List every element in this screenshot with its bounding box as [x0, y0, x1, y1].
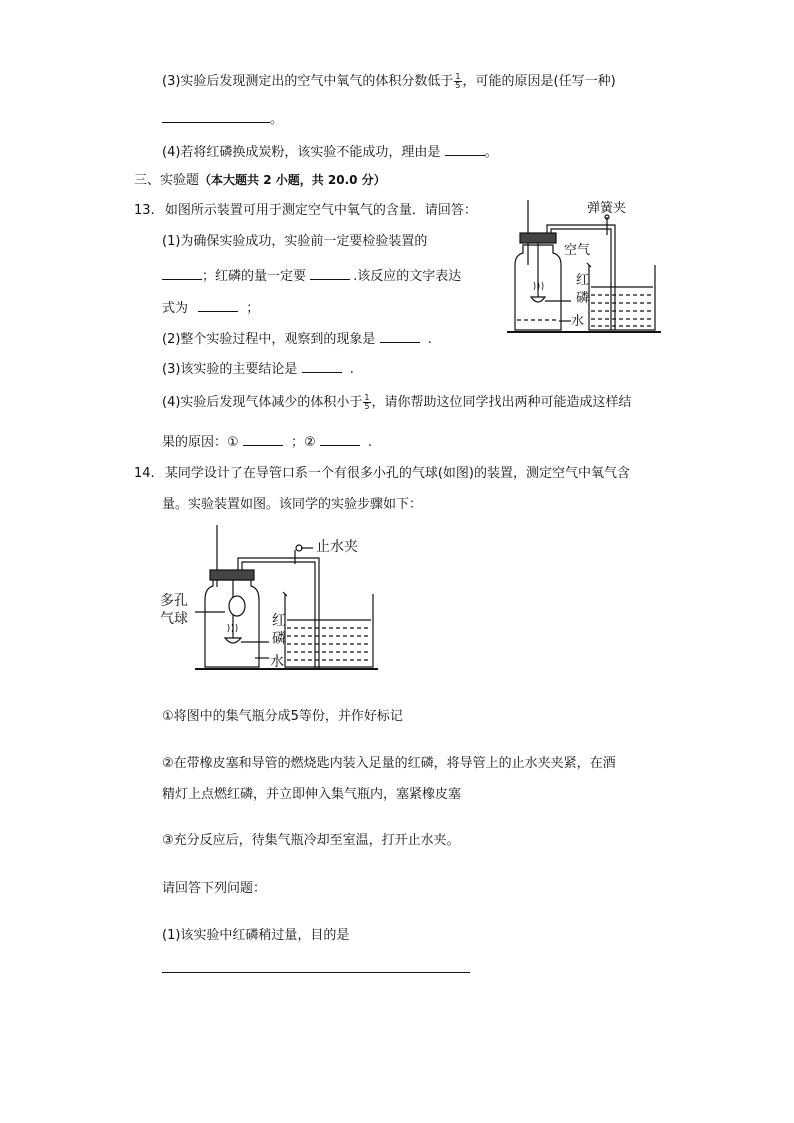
- q14-step2-line1: ②在带橡皮塞和导管的燃烧匙内装入足量的红磷，将导管上的止水夹夹紧，在酒: [162, 756, 616, 771]
- q12-part3: [162, 73, 616, 91]
- fraction-numerator: 1: [455, 72, 461, 81]
- air-label: 空气: [564, 243, 591, 258]
- q13-part4-reason2-label: ；②: [290, 435, 316, 450]
- fraction-one-fifth: [454, 73, 461, 90]
- water-label: 水: [571, 314, 585, 329]
- clamp-label: 弹簧夹: [587, 201, 627, 216]
- water-label: 水: [270, 654, 284, 670]
- q12-part3-answer-line: [162, 108, 283, 129]
- fraction-one-fifth: [363, 394, 370, 411]
- label-line: 气球: [160, 611, 188, 627]
- q13-part4-period: .: [367, 435, 373, 450]
- q13-part4-tail: ，请你帮助这位同学找出两种可能造成这样结: [371, 395, 632, 410]
- q13-part4-line2: [162, 431, 372, 452]
- label-char: 磷: [576, 291, 590, 306]
- q13-intro: [134, 202, 477, 220]
- question-number: 13.: [134, 203, 155, 218]
- section-detail: （本大题共 2 小题，共 20.0 分）: [199, 173, 386, 187]
- q13-part4: [162, 394, 632, 412]
- q13-part2: [162, 328, 432, 349]
- q13-part4-text: (4)实验后发现气体减少的体积小于: [162, 395, 363, 410]
- label-char: 磷: [272, 631, 286, 647]
- label-char: 红: [272, 613, 286, 629]
- fraction-denominator: 5: [364, 402, 370, 411]
- answer-blank[interactable]: [302, 358, 342, 373]
- q13-apparatus-diagram: [505, 195, 665, 340]
- q14-sub1-answer-line: [162, 958, 470, 979]
- answer-blank[interactable]: [198, 297, 238, 312]
- q13-part1-mid: ；红磷的量一定要: [202, 269, 307, 284]
- answer-blank[interactable]: [310, 265, 350, 280]
- q13-part4-reasons-label: 果的原因：①: [162, 435, 239, 450]
- answer-blank[interactable]: [380, 328, 420, 343]
- answer-blank[interactable]: [162, 958, 470, 973]
- answer-blank[interactable]: [320, 431, 360, 446]
- answer-blank[interactable]: [162, 108, 270, 123]
- q14-step1: ①将图中的集气瓶分成5等份，并作好标记: [162, 709, 403, 724]
- q13-part1-semicolon: ；: [246, 301, 260, 316]
- q13-part3-period: .: [349, 362, 354, 377]
- q13-intro-text: 如图所示装置可用于测定空气中氧气的含量．请回答：: [164, 203, 477, 218]
- label-line: 多孔: [160, 593, 188, 609]
- water-stop-clamp-label: 止水夹: [316, 539, 358, 555]
- red-phosphorus-label: [272, 612, 288, 648]
- q14-intro-text: 某同学设计了在导管口系一个有很多小孔的气球(如图)的装置，测定空气中氧气含: [164, 466, 630, 481]
- q12-part3-tail: ，可能的原因是(任写一种): [462, 74, 616, 89]
- q13-part1-end: .该反应的文字表达: [353, 269, 462, 284]
- q14-intro-line1: [134, 465, 630, 483]
- fraction-numerator: 1: [364, 393, 370, 402]
- q14-intro-line2: 量。实验装置如图。该同学的实验步骤如下：: [162, 497, 423, 512]
- red-phosphorus-label: [576, 272, 590, 308]
- q13-part1-line1: [162, 233, 427, 251]
- section-heading: [134, 171, 386, 190]
- q13-part1-line2: [162, 265, 461, 286]
- q13-part1-formula-label: 式为: [162, 301, 189, 316]
- q12-part3-period: 。: [270, 112, 284, 127]
- label-char: 红: [576, 273, 590, 288]
- q12-part4-period: 。: [484, 145, 498, 160]
- q13-part3-text: (3)该实验的主要结论是: [162, 362, 298, 377]
- question-number: 14.: [134, 466, 155, 481]
- section-title: 三、实验题: [134, 173, 200, 188]
- q12-part4-text: (4)若将红磷换成炭粉，该实验不能成功，理由是: [162, 145, 441, 160]
- q14-prompt: 请回答下列问题：: [162, 881, 267, 896]
- answer-blank[interactable]: [162, 265, 202, 280]
- answer-blank[interactable]: [445, 141, 485, 156]
- q12-part3-text: (3)实验后发现测定出的空气中氧气的体积分数低于: [162, 74, 454, 89]
- q13-part1-line3: [162, 297, 259, 318]
- q13-part3: [162, 358, 354, 379]
- q13-part1-text: (1)为确保实验成功，实验前一定要检验装置的: [162, 234, 428, 249]
- fraction-denominator: 5: [455, 81, 461, 90]
- q12-part4: [162, 141, 498, 162]
- q13-part2-period: .: [427, 332, 432, 347]
- q13-part2-text: (2)整个实验过程中，观察到的现象是: [162, 332, 376, 347]
- q14-step3: ③充分反应后，待集气瓶冷却至室温，打开止水夹。: [162, 833, 460, 848]
- q14-step2-line2: 精灯上点燃红磷，并立即伸入集气瓶内，塞紧橡皮塞: [162, 787, 462, 802]
- porous-balloon-label: [160, 592, 188, 628]
- answer-blank[interactable]: [243, 431, 283, 446]
- q14-sub1: (1)该实验中红磷稍过量，目的是: [162, 928, 350, 943]
